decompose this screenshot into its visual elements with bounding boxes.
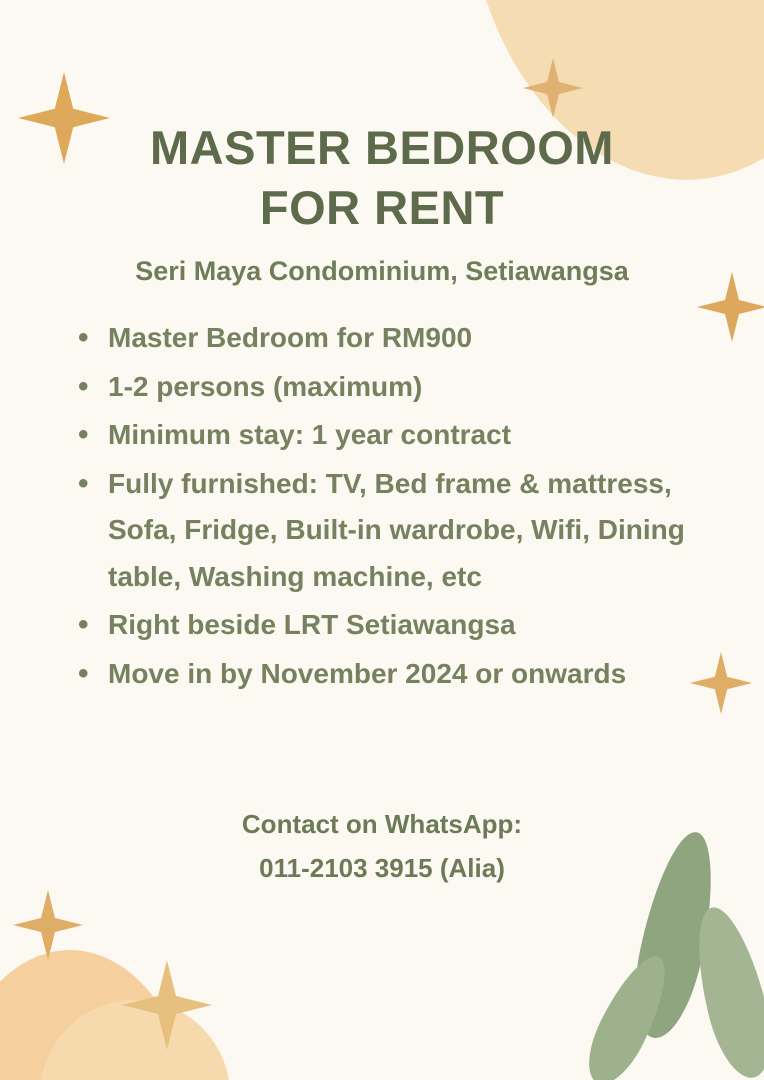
list-item: • Right beside LRT Setiawangsa xyxy=(72,602,718,648)
list-item: • Fully furnished: TV, Bed frame & mattress, Sofa, Fridge, Built-in wardrobe, Wifi, Dining table, Washing machine, etc xyxy=(72,461,718,600)
list-item: • Move in by November 2024 or onwards xyxy=(72,651,718,697)
contact-label: Contact on WhatsApp: xyxy=(241,809,523,840)
poster-subtitle: Seri Maya Condominium, Setiawangsa xyxy=(135,256,629,287)
title-line-2: FOR RENT xyxy=(259,181,505,235)
title-line-1: MASTER BEDROOM xyxy=(150,121,614,174)
list-item: • Master Bedroom for RM900 xyxy=(72,315,718,361)
contact-number: 011-2103 3915 (Alia) xyxy=(259,852,505,883)
poster-content xyxy=(0,118,764,890)
contact-block xyxy=(46,803,718,890)
list-item: • Minimum stay: 1 year contract xyxy=(72,412,718,458)
list-item: • 1-2 persons (maximum) xyxy=(72,364,718,410)
feature-list xyxy=(46,315,718,697)
page-title xyxy=(46,118,718,238)
